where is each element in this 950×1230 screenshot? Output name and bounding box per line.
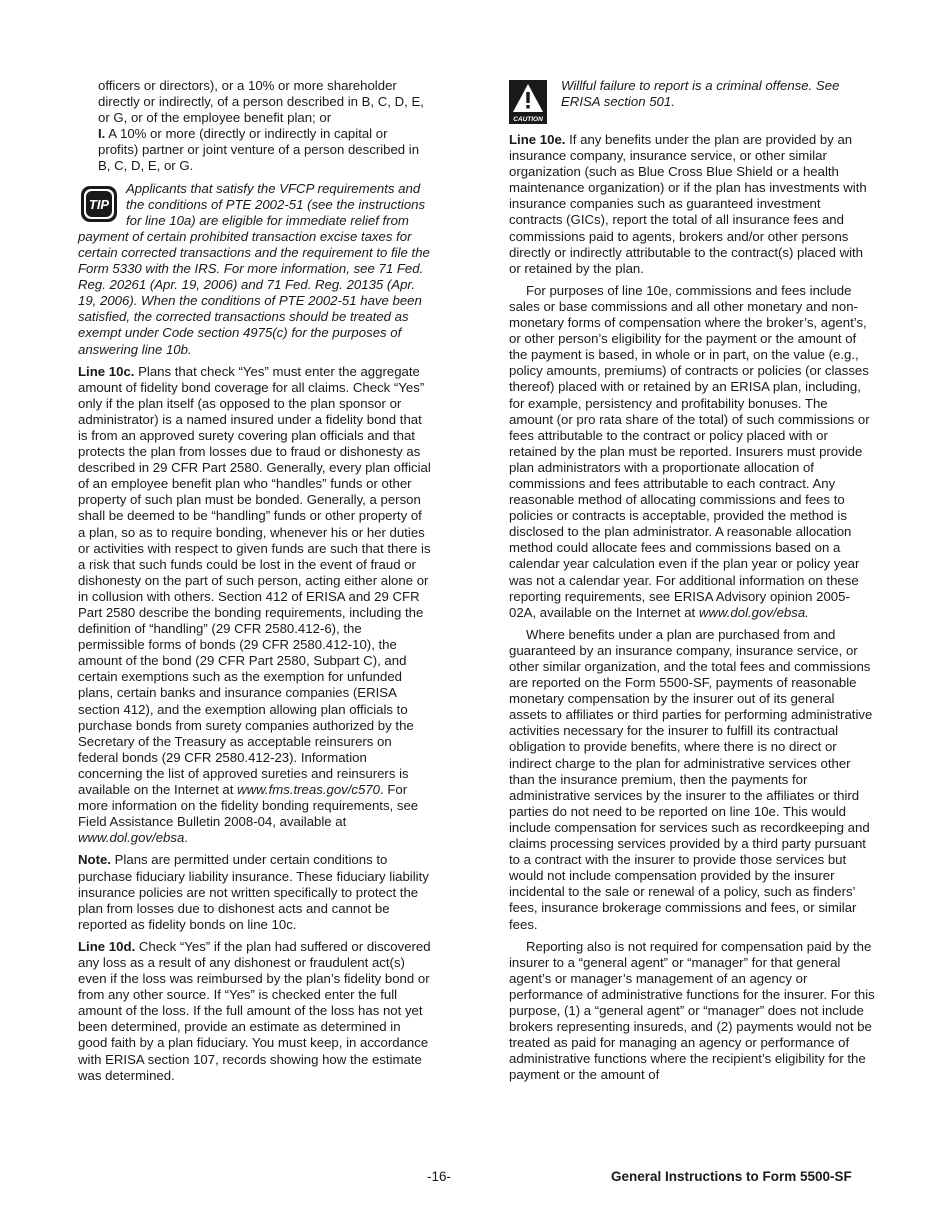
line-10c-url-2: www.dol.gov/ebsa	[78, 830, 185, 846]
line-10c-url-1: www.fms.treas.gov/c570	[237, 782, 381, 798]
commissions-url: www.dol.gov/ebsa.	[698, 604, 809, 620]
tip-block	[78, 181, 431, 358]
tip-text: Applicants that satisfy the VFCP requirements and the conditions of PTE 2002-51 (see the instructions for line 10a) are eligible for immediate relief from payment of certain prohibited transaction excise taxes for certain corrected transactions and the requirement to file the Form 5330 with the IRS. For more information, see 71 Fed. Reg. 20261 (Apr. 19, 2006) and 71 Fed. Reg. 20135 (Apr. 19, 2006). When the conditions of PTE 2002-51 have been satisfied, the corrected transactions should be treated as exempt under Code section 4975(c) for the purposes of answering line 10b.	[78, 180, 430, 357]
line-10c-text-1: Plans that check “Yes” must enter the aggregate amount of fidelity bond coverage for all claims. Check “Yes” only if the plan itself (as opposed to the plan sponsor or administrator) is a named insured under a fidelity bond that is from an approved surety covering plan officials and that protects the plan from losses due to fraud or dishonesty as described in 29 CFR Part 2580. Generally, every plan official of an employee benefit plan who “handles” funds or other property of such plan must be bonded. Generally, a person shall be deemed to be “handling” funds or other property of a plan, so as to require bonding, whenever his or her duties or activities with respect to given funds are such that there is a risk that such funds could be lost in the event of fraud or dishonesty on the part of such person, acting either alone or in collusion with others. Section 412 of ERISA and 29 CFR Part 2580 describe the bonding requirements, including the definition of “handling” (29 CFR 2580.412-6), the permissible forms of bonds (29 CFR 2580.412-10), the amount of the bond (29 CFR Part 2580, Subpart C), and certain exemptions such as the exemption for unfunded plans, certain banks and insurance companies (ERISA section 412), and the exemption allowing plan officials to purchase bonds from surety companies authorized by the Secretary of the Treasury as acceptable reinsurers on federal bonds (29 CFR 2580.412-23). Information concerning the list of approved sureties and reinsurers is available on the Internet at	[78, 363, 431, 798]
footer-title: General Instructions to Form 5500-SF	[611, 1169, 852, 1184]
line-10e-heading: Line 10e.	[509, 132, 566, 147]
line-10d-text: Check “Yes” if the plan had suffered or discovered any loss as a result of any dishonest or fraudulent act(s) even if the loss was reimbursed by the plan’s fidelity bond or from any other source. If “Yes” is checked enter the full amount of the loss. If the full amount of the loss has not yet been determined, provide an estimate as determined in good faith by a plan fiduciary. You must keep, in accordance with ERISA section 107, records showing how the estimate was determined.	[78, 938, 431, 1083]
line-10d-paragraph	[78, 939, 431, 1084]
line-10d-heading: Line 10d.	[78, 938, 136, 954]
caution-text: Willful failure to report is a criminal offense. See ERISA section 501.	[561, 78, 840, 110]
caution-icon	[509, 80, 547, 124]
item-i-letter: I.	[98, 126, 106, 142]
line-10c-paragraph	[78, 364, 431, 847]
commissions-paragraph	[509, 283, 875, 621]
line-10e-paragraph	[509, 132, 875, 277]
caution-label: CAUTION	[513, 116, 543, 123]
caution-block	[509, 78, 875, 126]
item-i	[78, 126, 431, 174]
tip-icon	[80, 185, 118, 223]
general-agent-paragraph: Reporting also is not required for compensation paid by the insurer to a “general agent” or “manager” for that general agent’s or manager’s management of an agency or performance of administrative functions for the insurer. For this purpose, (1) a “general agent” or “manager” does not include brokers representing insureds, and (2) payments would not be treated as paid for managing an agency or performance of administrative functions where the recipient’s eligibility for the payment or the amount of	[509, 938, 875, 1083]
benefits-purchased-paragraph: Where benefits under a plan are purchased from and guaranteed by an insurance company, insurance service, or other similar organization, and the total fees and commissions are reported on the Form 5500-SF, payments of reasonable monetary compensation by the insurer out of its general assets to affiliates or third parties for performing administrative activities necessary for the insurer to fulfill its contractual obligation to provide benefits, where there is no direct or indirect charge to the plan for administrative services other than the insurance premium, then the payments for administrative services by the insurer to the affiliates or third parties do not need to be reported on line 10e. This would include compensation for services such as recordkeeping and claims processing services provided by a third party pursuant to a contract with the insurer to provide those services but would not include compensation provided by the insurer incidental to the sale or renewal of a policy, such as finders’ fees, insurance brokerage commissions and fees, or similar fees.	[509, 626, 873, 932]
commissions-text: For purposes of line 10e, commissions and fees include sales or base commissions and all other monetary and non-monetary forms of compensation where the broker’s, agent’s, or other person’s eligibility for the payment or the amount of the payment is based, in whole or in part, on the value (e.g., policy amounts, premiums) of contracts or policies (or classes thereof) placed with or retained by an ERISA plan, including, for example, persistency and profitability bonuses. The amount (or pro rata share of the total) of such commissions or fees attributable to the contract or policy placed with or retained by the plan must be reported. Insurers must provide plan administrators with a proportionate allocation of commissions and fees attributable to each contract. Any reasonable method of allocating commissions and fees to policies or contracts is acceptable, provided the method is disclosed to the plan administrator. A reasonable allocation method could allocate fees and commissions based on a calendar year calculation even if the plan year or policy year was not a calendar year. For additional information on these reporting requirements, see ERISA Advisory opinion 2005-02A, available on the Internet at	[509, 282, 870, 620]
note-paragraph	[78, 852, 431, 932]
tip-label: TIP	[88, 196, 110, 212]
line-10c-text-2: . For more information on the fidelity bonding requirements, see Field Assistance Bulletin 2008-04, available at	[78, 782, 419, 830]
left-column	[78, 78, 431, 1090]
line-10e-text: If any benefits under the plan are provided by an insurance company, insurance service, or other similar organization (such as Blue Cross Blue Shield or a health maintenance organization) or if the plan has investments with insurance companies such as guaranteed investment contracts (GICs), report the total of all insurance fees and commissions paid to agents, brokers and/or other persons directly or indirectly attributable to the contract(s) placed with or retained by the plan.	[509, 132, 867, 276]
continued-text: officers or directors), or a 10% or more shareholder directly or indirectly, of a person described in B, C, D, E, or G, or of the employee benefit plan; or	[98, 78, 424, 126]
note-heading: Note.	[78, 852, 111, 868]
line-10c-heading: Line 10c.	[78, 363, 135, 379]
line-10c-text-3: .	[184, 830, 188, 846]
page-number: -16-	[427, 1169, 452, 1184]
item-i-text: A 10% or more (directly or indirectly in capital or profits) partner or joint venture of a person described in B, C, D, E, or G.	[98, 126, 420, 174]
note-text: Plans are permitted under certain conditions to purchase fiduciary liability insurance. These fiduciary liability insurance policies are not written specifically to protect the plan from losses due to dishonest acts and cannot be reported as fidelity bonds on line 10c.	[78, 852, 429, 932]
right-column	[509, 78, 875, 1089]
